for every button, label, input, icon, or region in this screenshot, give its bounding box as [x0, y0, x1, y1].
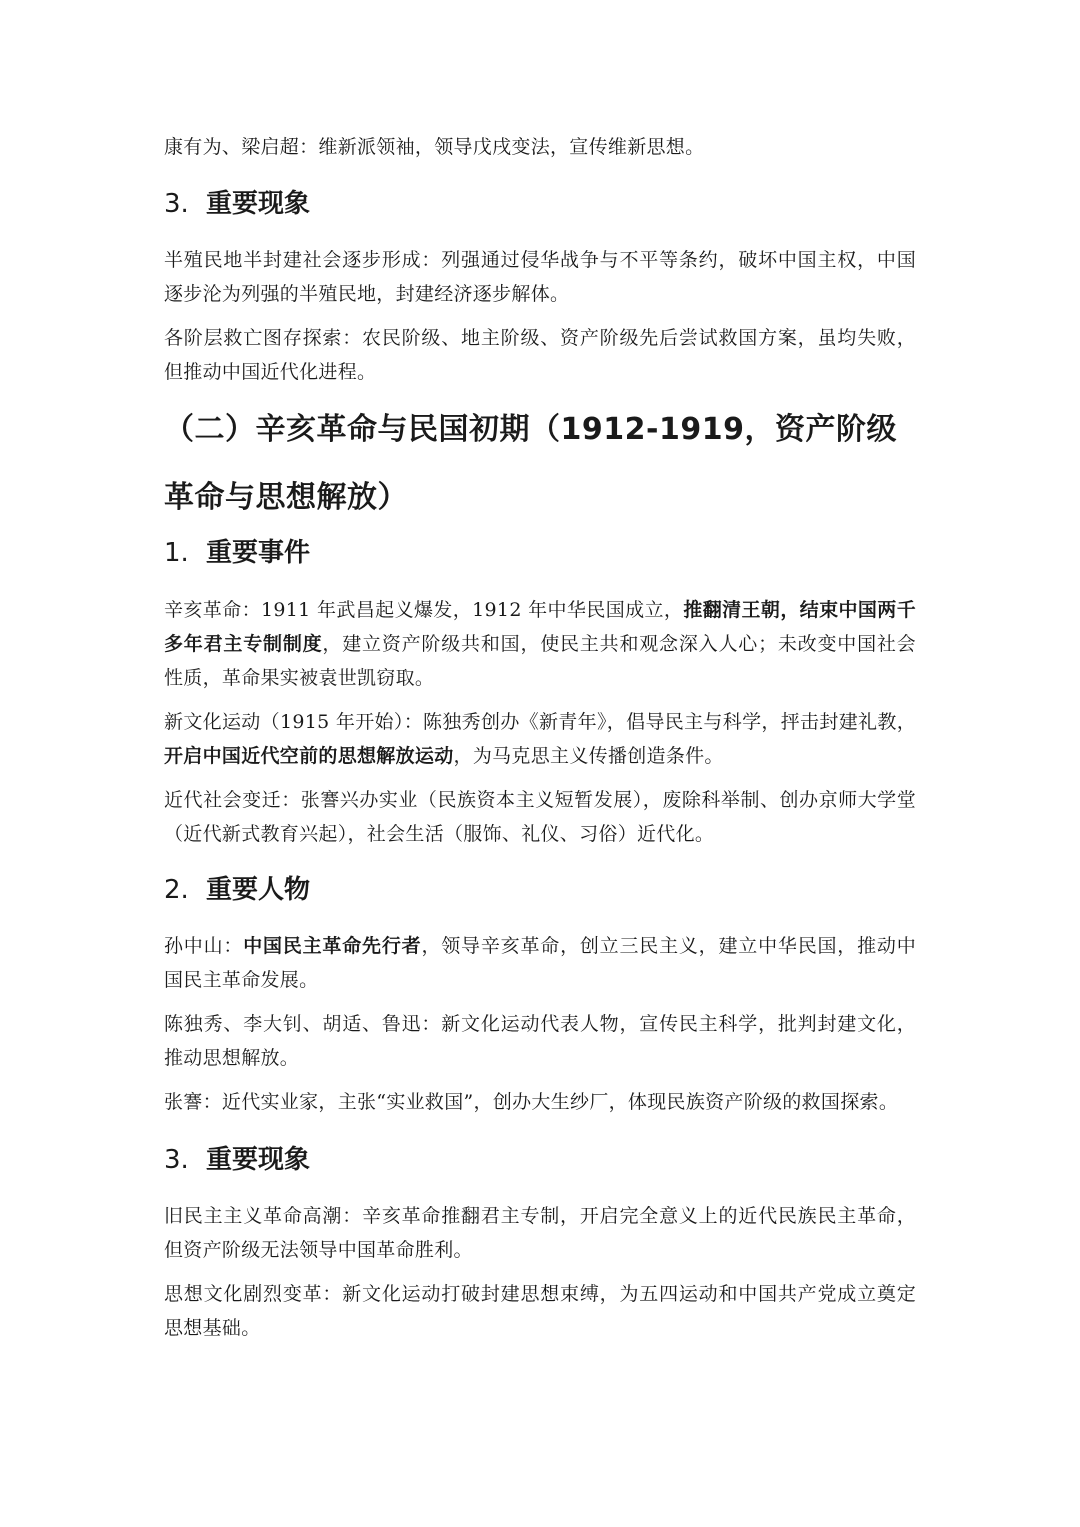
- subheading-text: 重要事件: [206, 538, 311, 568]
- subheading-number: 3.: [164, 189, 189, 219]
- paragraph-kang-liang: 康有为、梁启超：维新派领袖，领导戊戌变法，宣传维新思想。: [164, 136, 705, 158]
- subheading-important-figures: [164, 872, 916, 908]
- paragraph-cultural-change: 思想文化剧烈变革：新文化运动打破封建思想束缚，为五四运动和中国共产党成立奠定思想基础。: [164, 1283, 916, 1339]
- paragraph-zhang-jian: 张謇：近代实业家，主张“实业救国”，创办大生纱厂，体现民族资产阶级的救国探索。: [164, 1091, 899, 1113]
- paragraph-semi-colonial: 半殖民地半封建社会逐步形成：列强通过侵华战争与不平等条约，破坏中国主权，中国逐步沦为列强的半殖民地，封建经济逐步解体。: [164, 249, 916, 305]
- subheading-number: 3.: [164, 1145, 189, 1175]
- text-run: 新文化运动（1915 年开始）：陈独秀创办《新青年》，倡导民主与科学，抨击封建礼教，: [164, 711, 916, 733]
- subheading-number: 2.: [164, 875, 189, 905]
- subheading-number: 1.: [164, 538, 189, 568]
- text-run: ，领导辛亥革命，创立三民主义，建立中华民国，推动中国民主革命发展。: [164, 935, 917, 991]
- paragraph-old-democratic-revolution: 旧民主主义革命高潮：辛亥革命推翻君主专制，开启完全意义上的近代民族民主革命，但资产阶级无法领导中国革命胜利。: [164, 1205, 916, 1261]
- section-heading-xinhai: （二）辛亥革命与民国初期（1912-1919，资产阶级革命与思想解放）: [164, 412, 897, 515]
- paragraph-new-culture-movement: [164, 705, 916, 773]
- bold-emphasis: 开启中国近代空前的思想解放运动: [164, 745, 454, 767]
- paragraph-salvation-attempts: 各阶层救亡图存探索：农民阶级、地主阶级、资产阶级先后尝试救国方案，虽均失败，但推动中国近代化进程。: [164, 327, 916, 383]
- paragraph-xinhai-revolution: [164, 593, 916, 695]
- subheading-text: 重要人物: [206, 875, 311, 905]
- text-run: ，为马克思主义传播创造条件。: [453, 745, 724, 767]
- bold-emphasis: 中国民主革命先行者: [243, 935, 422, 957]
- subheading-text: 重要现象: [206, 1145, 311, 1175]
- paragraph-social-change: 近代社会变迁：张謇兴办实业（民族资本主义短暂发展），废除科举制、创办京师大学堂（近代新式教育兴起），社会生活（服饰、礼仪、习俗）近代化。: [164, 789, 916, 845]
- subheading-important-events: [164, 535, 916, 571]
- bold-emphasis: 推翻清王朝，结束中国两千多年君主专制制度: [164, 599, 916, 655]
- subheading-text: 重要现象: [206, 189, 311, 219]
- subheading-important-phenomena-2: [164, 1142, 916, 1178]
- text-run: 孙中山：: [164, 935, 244, 957]
- paragraph-new-culture-figures: 陈独秀、李大钊、胡适、鲁迅：新文化运动代表人物，宣传民主科学，批判封建文化，推动思想解放。: [164, 1013, 916, 1069]
- paragraph-sun-yat-sen: [164, 929, 916, 997]
- text-run: 辛亥革命：1911 年武昌起义爆发，1912 年中华民国成立，: [164, 599, 684, 621]
- subheading-important-phenomena-1: [164, 186, 916, 222]
- text-run: ，建立资产阶级共和国，使民主共和观念深入人心；未改变中国社会性质，革命果实被袁世凯窃取。: [164, 633, 916, 689]
